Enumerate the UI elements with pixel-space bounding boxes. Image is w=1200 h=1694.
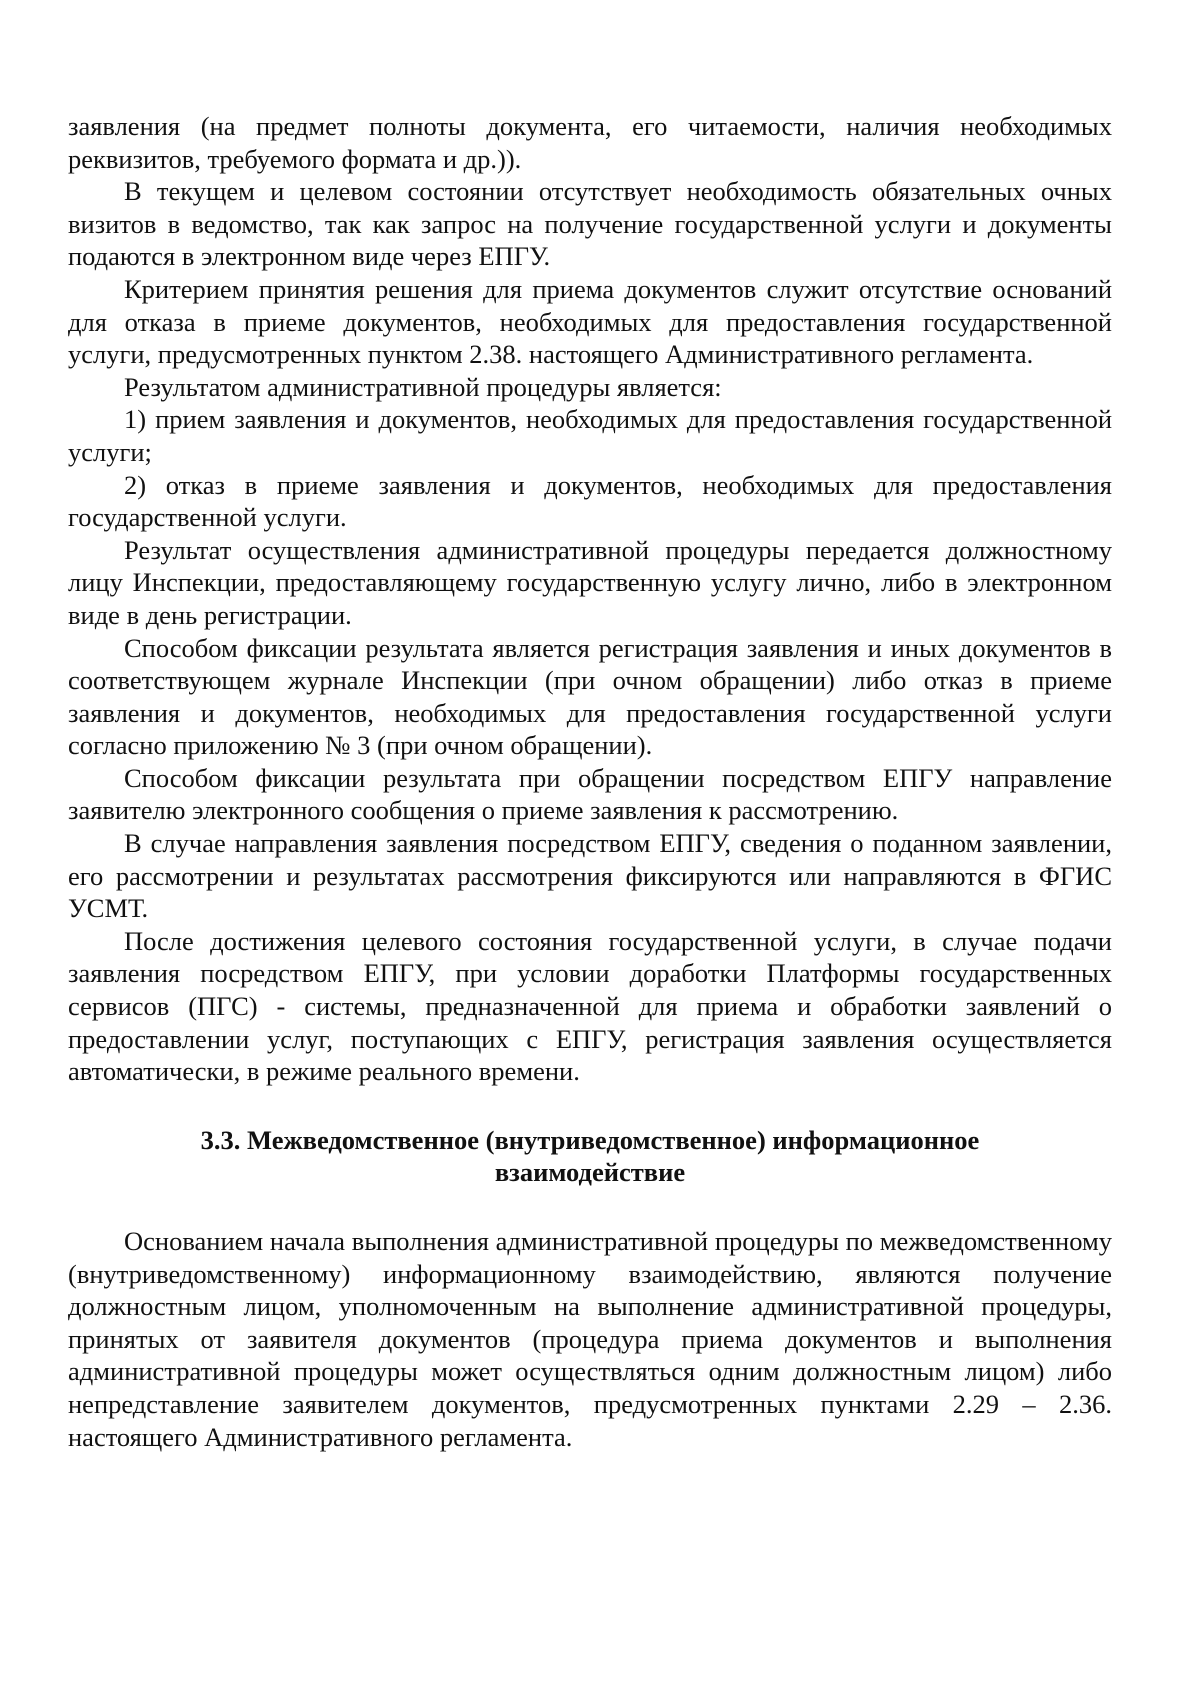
paragraph-result-intro: Результатом административной процедуры является: [124, 371, 722, 402]
paragraph-no-visits: В текущем и целевом состоянии отсутствует необходимость обязательных очных визитов в ведомство, так как запрос на получение государственной услуги и документы подаются в электронном виде через ЕПГУ. [68, 176, 1112, 272]
paragraph-interaction-basis: Основанием начала выполнения административной процедуры по межведомственному (внутриведомственному) информационному взаимодействию, являются получение должностным лицом, уполномоченным на выполнение административной процедуры, принятых от заявителя документов (процедура приема документов и выполнения административной процедуры может осуществляться одним должностным лицом) либо непредставление заявителем документов, предусмотренных пунктами 2.29 – 2.36. настоящего Административного регламента. [68, 1226, 1112, 1452]
section-heading-line-2: взаимодействие [494, 1157, 686, 1188]
paragraph-epgu-case: В случае направления заявления посредством ЕПГУ, сведения о поданном заявлении, его рассмотрении и результатах рассмотрения фиксируются или направляются в ФГИС УСМТ. [68, 828, 1112, 924]
paragraph-result-transfer: Результат осуществления административной процедуры передается должностному лицу Инспекции, предоставляющему государственную услугу лично, либо в электронном виде в день регистрации. [68, 534, 1112, 630]
paragraph-fixation-epgu: Способом фиксации результата при обращении посредством ЕПГУ направление заявителю электронного сообщения о приеме заявления к рассмотрению. [68, 762, 1112, 826]
paragraph-fixation-method: Способом фиксации результата является регистрация заявления и иных документов в соответствующем журнале Инспекции (при очном обращении) либо отказ в приеме заявления и документов, необходимых для предоставления государственной услуги согласно приложению № 3 (при очном обращении). [68, 632, 1112, 761]
paragraph-result-item-1: 1) прием заявления и документов, необходимых для предоставления государственной услуги; [68, 404, 1112, 467]
paragraph-target-state: После достижения целевого состояния государственной услуги, в случае подачи заявления посредством ЕПГУ, при условии доработки Платформы государственных сервисов (ПГС) - системы, предназначенной для приема и обработки заявлений о предоставлении услуг, поступающих с ЕПГУ, регистрация заявления осуществляется автоматически, в режиме реального времени. [68, 925, 1112, 1087]
section-heading-line-1: 3.3. Межведомственное (внутриведомственное) информационное [200, 1124, 980, 1155]
section-heading [68, 1124, 1112, 1189]
paragraph-continuation: заявления (на предмет полноты документа, его читаемости, наличия необходимых реквизитов, требуемого формата и др.)). [68, 111, 1112, 174]
document-page [68, 110, 1112, 1453]
paragraph-result-item-2: 2) отказ в приеме заявления и документов, необходимых для предоставления государственной услуги. [68, 469, 1112, 533]
paragraph-criterion: Критерием принятия решения для приема документов служит отсутствие оснований для отказа в приеме документов, необходимых для предоставления государственной услуги, предусмотренных пунктом 2.38. настоящего Административного регламента. [68, 273, 1112, 370]
